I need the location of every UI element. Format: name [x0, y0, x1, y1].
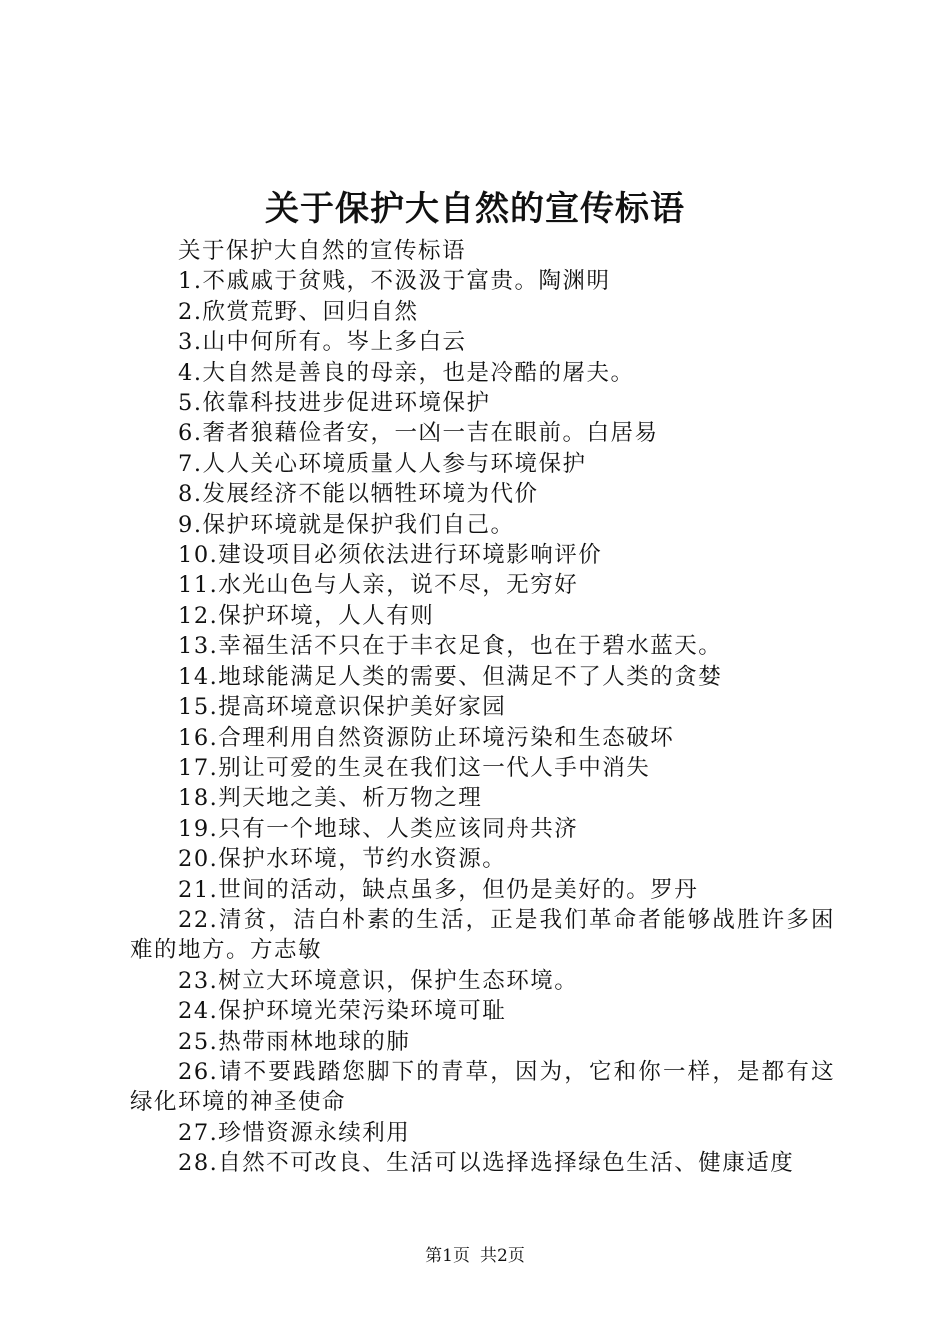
document-title: 关于保护大自然的宣传标语: [265, 189, 685, 229]
slogan-item: 28.自然不可改良、生活可以选择选择绿色生活、健康适度: [178, 1150, 795, 1177]
page-number: 第1页: [425, 1246, 470, 1266]
slogan-item: 7.人人关心环境质量人人参与环境保护: [178, 450, 587, 477]
slogan-item: 3.山中何所有。岑上多白云: [178, 329, 467, 356]
slogan-item: 16.合理利用自然资源防止环境污染和生态破坏: [178, 724, 675, 751]
slogan-item: 23.树立大环境意识，保护生态环境。: [178, 967, 579, 994]
page-total: 共2页: [480, 1246, 525, 1266]
slogan-item: 18.判天地之美、析万物之理: [178, 785, 483, 812]
slogan-item: 2.欣赏荒野、回归自然: [178, 298, 419, 325]
slogan-item: 13.幸福生活不只在于丰衣足食，也在于碧水蓝天。: [178, 633, 723, 660]
slogan-item: 9.保护环境就是保护我们自己。: [178, 511, 515, 538]
slogan-item: 12.保护环境，人人有则: [178, 602, 435, 629]
slogan-item: 11.水光山色与人亲，说不尽，无穷好: [178, 572, 579, 599]
slogan-item: 4.大自然是善良的母亲，也是冷酷的屠夫。: [178, 359, 635, 386]
slogan-item: 1.不戚戚于贫贱，不汲汲于富贵。陶渊明: [178, 268, 611, 295]
slogan-item: 22.清贫，洁白朴素的生活，正是我们革命者能够战胜许多困难的地方。方志敏: [130, 906, 835, 964]
slogan-item: 25.热带雨林地球的肺: [178, 1028, 411, 1055]
document-subtitle: 关于保护大自然的宣传标语: [178, 238, 467, 264]
slogan-item: 24.保护环境光荣污染环境可耻: [178, 998, 507, 1025]
slogan-item: 5.依靠科技进步促进环境保护: [178, 390, 491, 417]
document-body: [130, 236, 835, 1179]
slogan-item: 6.奢者狼藉俭者安，一凶一吉在眼前。白居易: [178, 420, 659, 447]
slogan-item: 10.建设项目必须依法进行环境影响评价: [178, 542, 603, 569]
page-footer: [0, 1244, 950, 1268]
slogan-item: 15.提高环境意识保护美好家园: [178, 694, 507, 721]
slogan-item: 20.保护水环境，节约水资源。: [178, 846, 507, 873]
slogan-item: 27.珍惜资源永续利用: [178, 1119, 411, 1146]
slogan-item: 17.别让可爱的生灵在我们这一代人手中消失: [178, 754, 651, 781]
slogan-item: 14.地球能满足人类的需要、但满足不了人类的贪婪: [178, 663, 723, 690]
slogan-item: 19.只有一个地球、人类应该同舟共济: [178, 815, 579, 842]
slogan-item: 8.发展经济不能以牺牲环境为代价: [178, 481, 539, 508]
slogan-item: 26.请不要践踏您脚下的青草，因为，它和你一样，是都有这绿化环境的神圣使命: [130, 1058, 835, 1116]
slogan-item: 21.世间的活动，缺点虽多，但仍是美好的。罗丹: [178, 876, 699, 903]
